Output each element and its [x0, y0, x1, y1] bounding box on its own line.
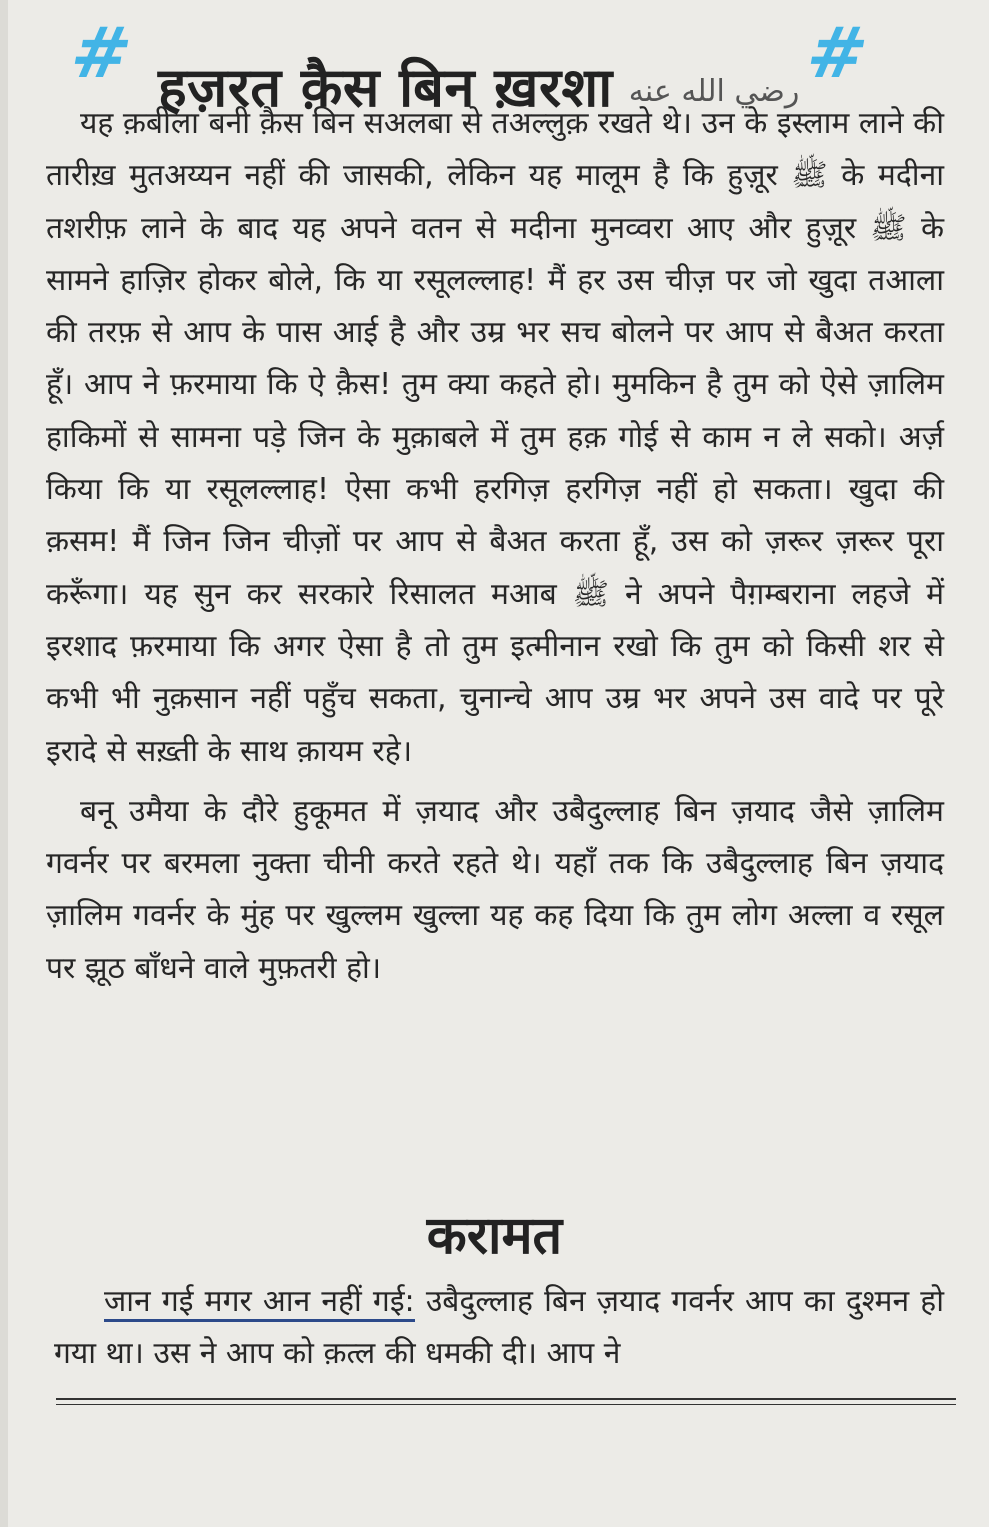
article-title-text: हज़रत क़ैस बिन ख़रशा: [158, 56, 613, 120]
section-heading-karamat: करामत: [426, 1206, 563, 1266]
bottom-rule: [56, 1398, 956, 1400]
article-body: [46, 98, 944, 995]
article-paragraph-1: यह क़बीला बनी क़ैस बिन सअलबा से तअल्लुक़ रखते थे। उन के इस्लाम लाने की तारीख़ मुतअय्यन नहीं की जासकी, लेकिन यह मालूम है कि हुज़ूर ﷺ के मदीना तशरीफ़ लाने के बाद यह अपने वतन से मदीना मुनव्वरा आए और हुज़ूर ﷺ के सामने हाज़िर होकर बोले, कि या रसूलल्लाह! मैं हर उस चीज़ पर जो खुदा तआला की तरफ़ से आप के पास आई है और उम्र भर सच बोलने पर आप से बैअत करता हूँ। आप ने फ़रमाया कि ऐ क़ैस! तुम क्या कहते हो। मुमकिन है तुम को ऐसे ज़ालिम हाकिमों से सामना पड़े जिन के मुक़ाबले में तुम हक़ गोई से काम न ले सको। अर्ज़ किया कि या रसूलल्लाह! ऐसा कभी हरगिज़ हरगिज़ नहीं हो सकता। खुदा की क़सम! मैं जिन जिन चीज़ों पर आप से बैअत करता हूँ, उस को ज़रूर ज़रूर पूरा करूँगा। यह सुन कर सरकारे रिसालत मआब ﷺ ने अपने पैग़म्बराना लहजे में इरशाद फ़रमाया कि अगर ऐसा है तो तुम इत्मीनान रखो कि तुम को किसी शर से कभी भी नुक़सान नहीं पहुँच सकता, चुनान्चे आप उम्र भर अपने उस वादे पर पूरे इरादे से सख़्ती के साथ क़ायम रहे।: [46, 106, 945, 769]
bottom-rule-thin: [56, 1404, 956, 1405]
page-edge: [0, 0, 8, 1527]
karamat-paragraph: [54, 1276, 944, 1380]
hash-mark-right-icon: #: [800, 12, 874, 94]
title-row: [0, 8, 989, 120]
honorific-calligraphy-icon: رضي الله عنه: [628, 73, 800, 109]
karamat-subheading: जान गई मगर आन नहीं गई:: [104, 1284, 415, 1322]
article-paragraph-2: बनू उमैया के दौरे हुकूमत में ज़याद और उबैदुल्लाह बिन ज़याद जैसे ज़ालिम गवर्नर पर बरमला नुक्ता चीनी करते रहते थे। यहाँ तक कि उबैदुल्लाह बिन ज़याद ज़ालिम गवर्नर के मुंह पर खुल्लम खुल्ला यह कह दिया कि तुम लोग अल्ला व रसूल पर झूठ बाँधने वाले मुफ़तरी हो।: [46, 793, 944, 986]
hash-mark-left-icon: #: [64, 12, 138, 94]
karamat-paragraph-text: उबैदुल्लाह बिन ज़याद गवर्नर आप का दुश्मन हो गया था। उस ने आप को क़त्ल की धमकी दी। आप ने: [54, 1284, 944, 1371]
karamat-body: [54, 1276, 944, 1380]
